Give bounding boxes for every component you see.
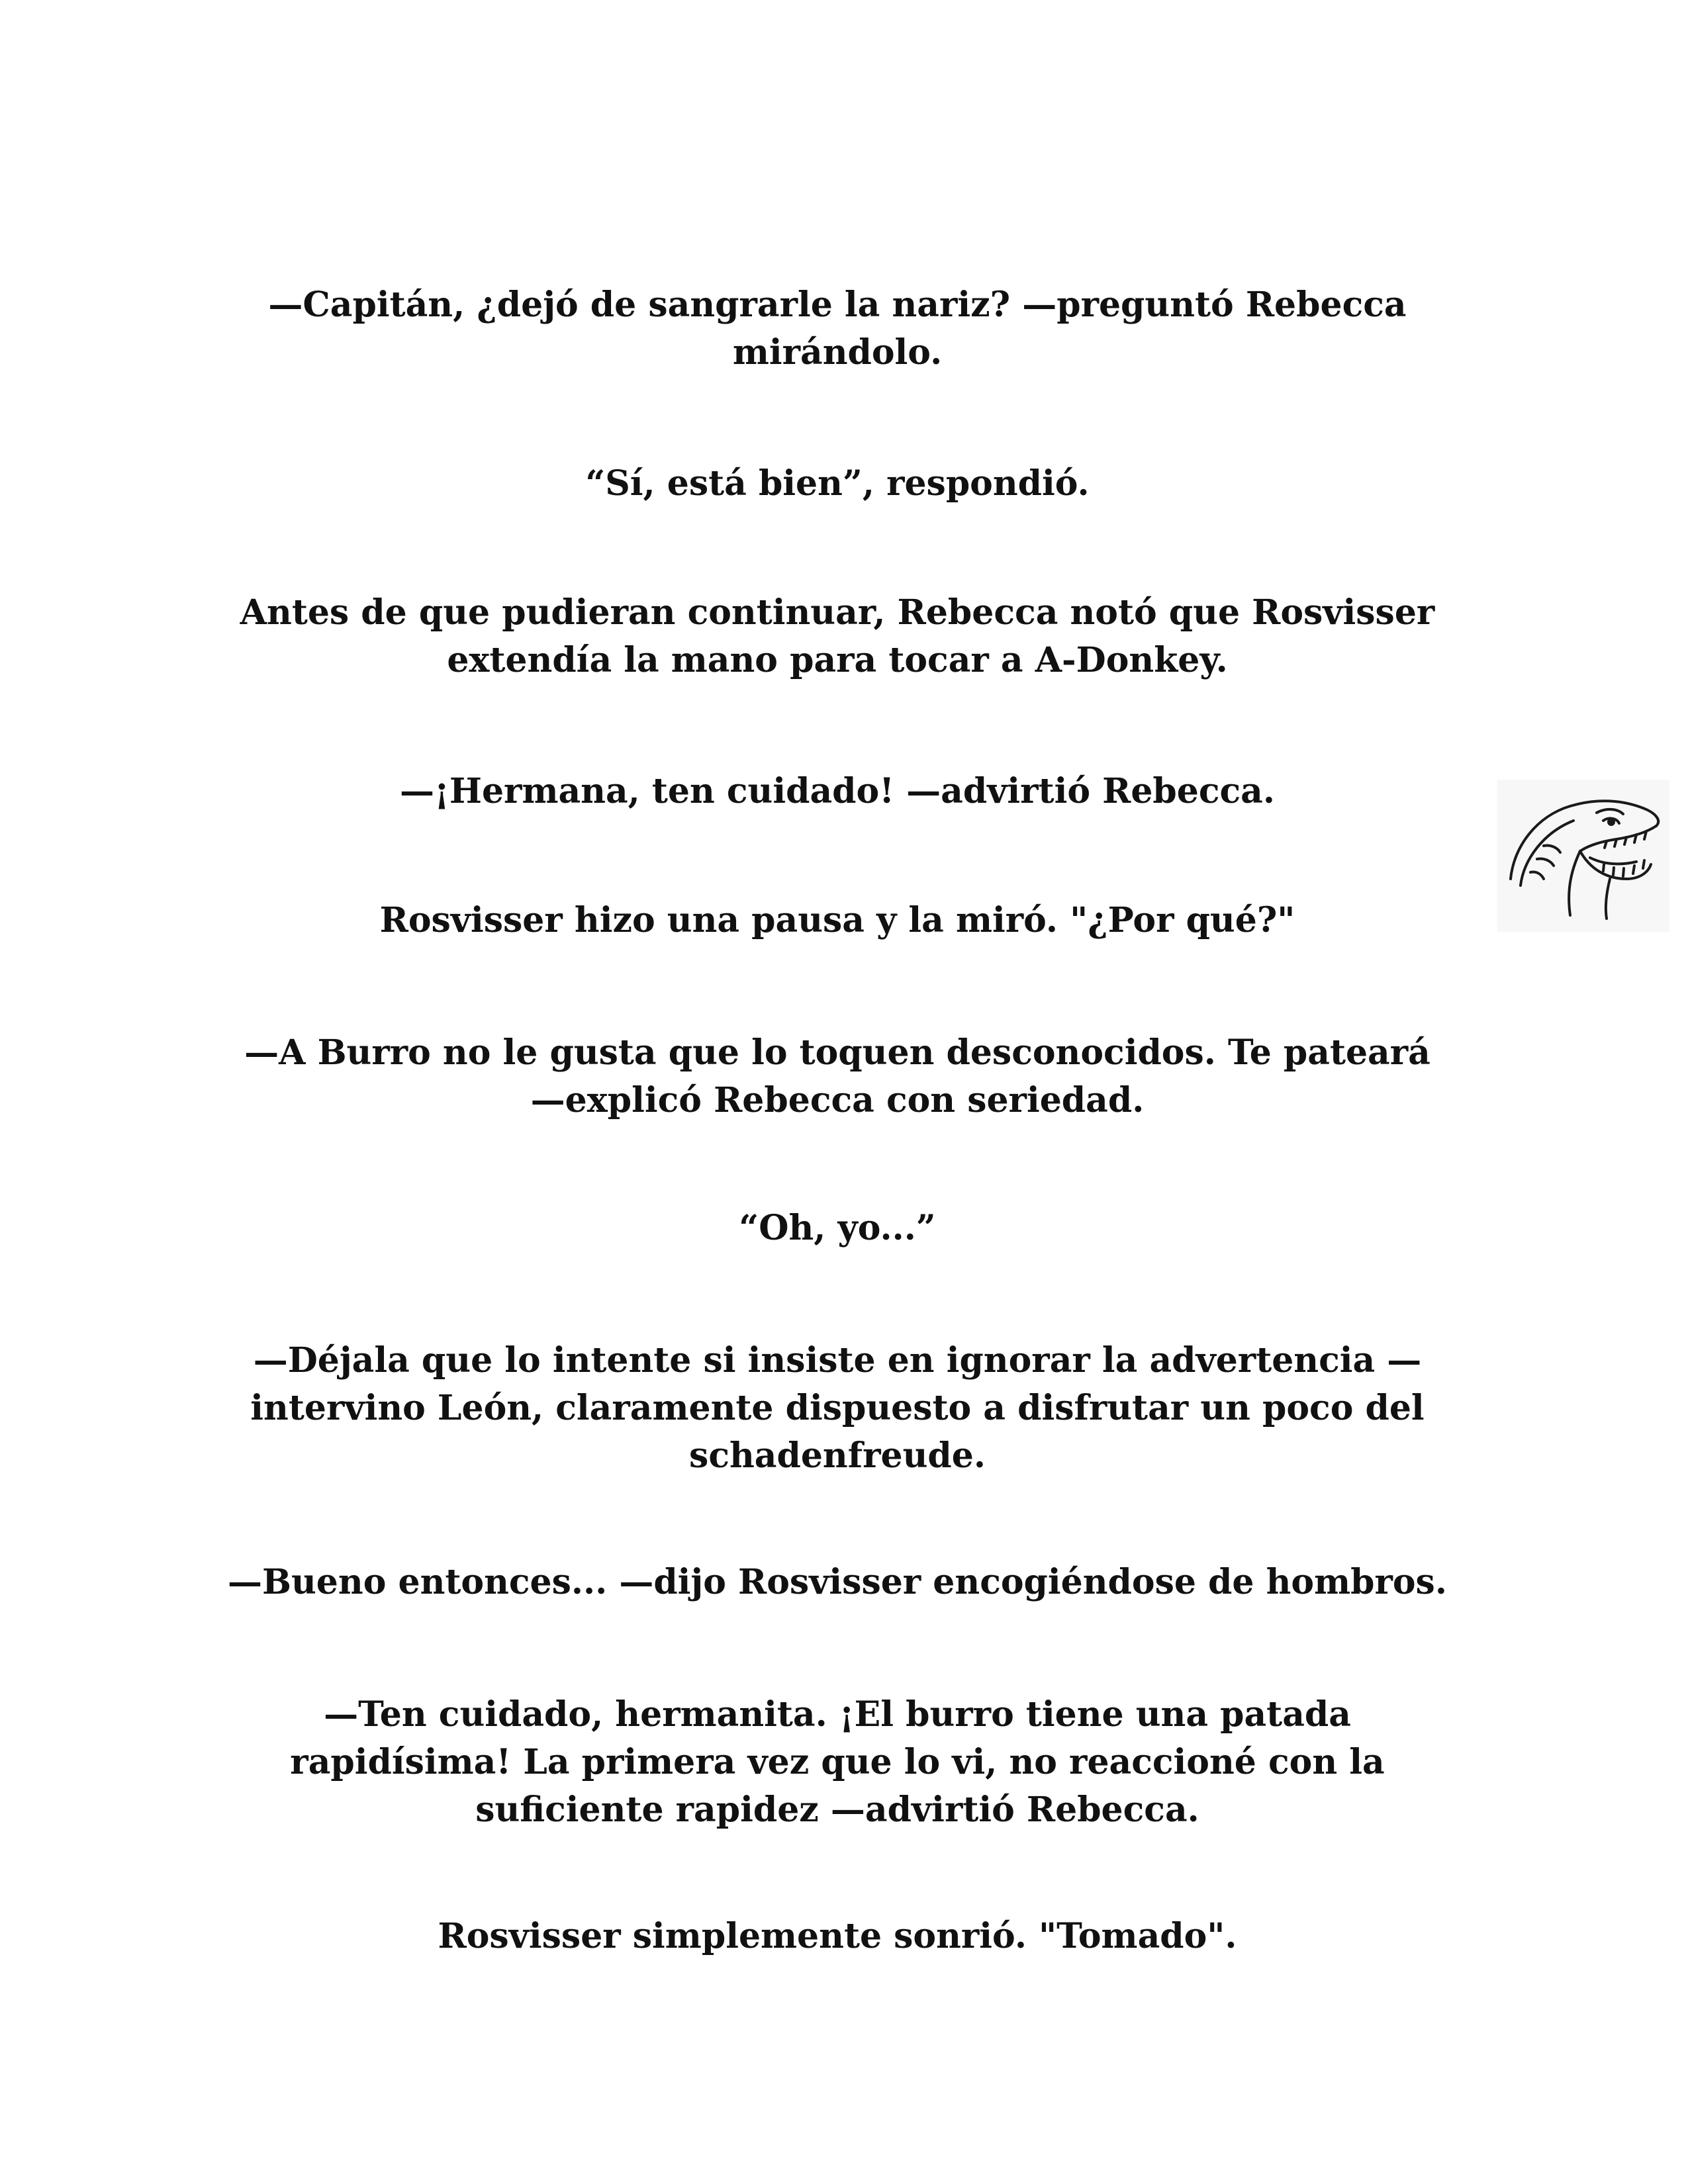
paragraph-line: mirándolo. bbox=[732, 332, 943, 373]
paragraph-7 bbox=[218, 1205, 1456, 1252]
paragraph-line: suficiente rapidez —advirtió Rebecca. bbox=[475, 1790, 1199, 1830]
paragraph-line: —¡Hermana, ten cuidado! —advirtió Rebecca. bbox=[400, 771, 1275, 811]
paragraph-line: “Oh, yo...” bbox=[739, 1208, 936, 1248]
paragraph-line: Antes de que pudieran continuar, Rebecca notó que Rosvisser bbox=[240, 592, 1435, 633]
paragraph-line: extendía la mano para tocar a A-Donkey. bbox=[447, 640, 1228, 680]
paragraph-6 bbox=[218, 1029, 1456, 1124]
paragraph-line: —Capitán, ¿dejó de sangrarle la nariz? —preguntó Rebecca bbox=[268, 285, 1407, 325]
paragraph-line: schadenfreude. bbox=[689, 1435, 986, 1476]
paragraph-line: —Déjala que lo intente si insiste en ignorar la advertencia — bbox=[253, 1340, 1422, 1381]
paragraph-3 bbox=[218, 589, 1456, 684]
paragraph-8 bbox=[218, 1337, 1456, 1480]
paragraph-line: “Sí, está bien”, respondió. bbox=[585, 463, 1090, 504]
paragraph-line: —Bueno entonces... —dijo Rosvisser encogiéndose de hombros. bbox=[228, 1562, 1447, 1602]
paragraph-line: Rosvisser hizo una pausa y la miró. "¿Por qué?" bbox=[379, 900, 1295, 940]
paragraph-line: —A Burro no le gusta que lo toquen desconocidos. Te pateará bbox=[244, 1032, 1430, 1073]
paragraph-9 bbox=[218, 1559, 1456, 1606]
paragraph-line: —explicó Rebecca con seriedad. bbox=[530, 1080, 1145, 1120]
paragraph-5 bbox=[218, 897, 1456, 944]
paragraph-2 bbox=[218, 460, 1456, 508]
paragraph-4 bbox=[218, 768, 1456, 815]
paragraph-line: Rosvisser simplemente sonrió. "Tomado". bbox=[438, 1916, 1237, 1956]
paragraph-11 bbox=[218, 1913, 1456, 1960]
paragraph-line: rapidísima! La primera vez que lo vi, no reaccioné con la bbox=[290, 1742, 1385, 1782]
paragraph-10 bbox=[218, 1691, 1456, 1834]
paragraph-line: —Ten cuidado, hermanita. ¡El burro tiene una patada bbox=[324, 1694, 1351, 1735]
dinosaur-head-sketch-icon bbox=[1497, 780, 1669, 932]
paragraph-1 bbox=[218, 281, 1456, 377]
paragraph-line: intervino León, claramente dispuesto a disfrutar un poco del bbox=[250, 1388, 1425, 1428]
